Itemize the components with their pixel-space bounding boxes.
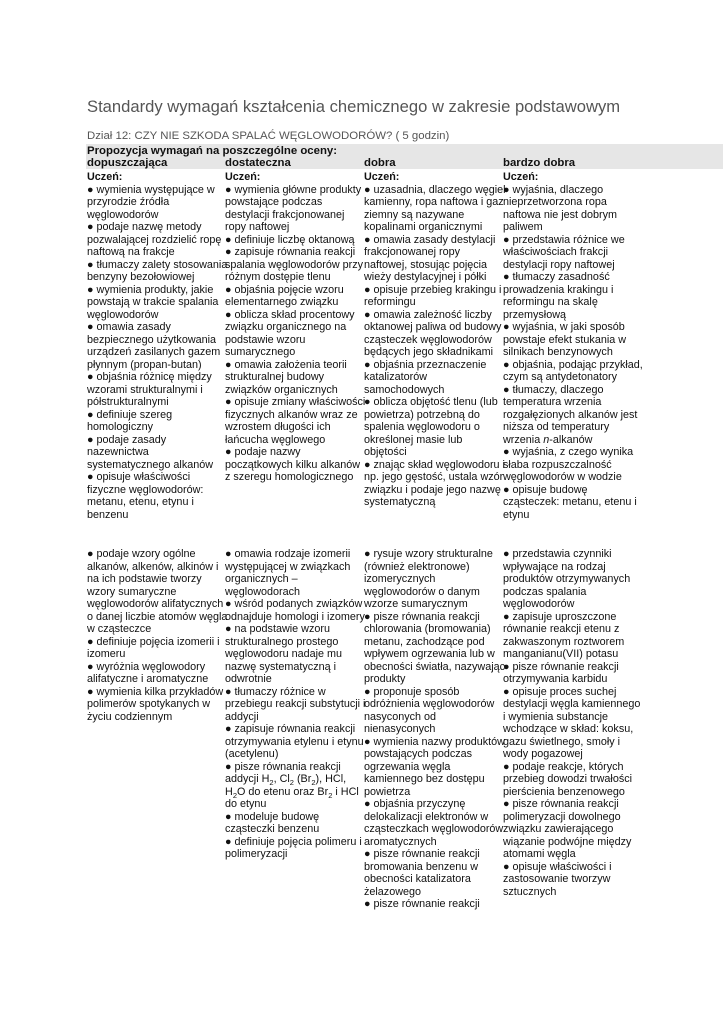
section-subtitle: Dział 12: CZY NIE SZKODA SPALAĆ WĘGLOWODORÓW? ( 5 godzin) [87, 130, 450, 142]
requirement-item: ● przedstawia czynniki wpływające na rodzaj produktów otrzymywanych podczas spalania węglowodorów [503, 548, 631, 610]
requirement-item: ● wymienia występujące w przyrodzie źródła węglowodorów [87, 183, 215, 221]
requirement-item: ● podaje nazwy początkowych kilku alkanów z szeregu homologicznego [225, 446, 361, 483]
requirement-item: ● pisze równania reakcji chlorowania (bromowania) metanu, zachodzące pod wpływem ogrzewania lub w obecności światła, nazywając produkty [364, 610, 506, 685]
requirement-item: ● wymienia produkty, jakie powstają w trakcie spalania węglowodorów [87, 283, 219, 321]
requirement-item: ● omawia zasady bezpiecznego użytkowania urządzeń zasilanych gazem płynnym (propan-butan) [87, 321, 221, 371]
requirement-item: ● omawia zależność liczby oktanowej paliwa od budowy cząsteczek węglowodorów będących jego składnikami [364, 308, 502, 358]
requirement-item: ● podaje reakcje, których przebieg dowodzi trwałości pierścienia benzenowego [503, 760, 633, 798]
student-label: Uczeń: [225, 171, 261, 183]
requirement-item: ● zapisuje równania reakcji otrzymywania etylenu i etynu (acetylenu) [225, 723, 364, 760]
requirement-item: ● omawia założenia teorii strukturalnej budowy związków organicznych [225, 358, 347, 396]
requirement-item: ● wymienia kilka przykładów polimerów spotykanych w życiu codziennym [87, 685, 224, 723]
requirement-item: ● podaje wzory ogólne alkanów, alkenów, alkinów i na ich podstawie tworzy wzory sumaryczne węglowodorów alifatycznych o danej liczbie atomów węgla w cząsteczce [87, 548, 228, 635]
student-label: Uczeń: [87, 171, 123, 183]
requirement-item: ● przedstawia różnice we właściwościach frakcji destylacji ropy naftowej [503, 233, 625, 271]
requirement-item: ● tłumaczy, dlaczego temperatura wrzenia rozgałęzionych alkanów jest niższa od temperatury wrzenia n-alkanów [503, 383, 638, 446]
requirement-item: ● omawia zasady destylacji frakcjonowanej ropy naftowej, stosując pojęcia wieży destylacyjnej i półki [364, 233, 496, 283]
requirement-item: ● wyjaśnia, z czego wynika słaba rozpuszczalność węglowodorów w wodzie [503, 446, 634, 483]
requirement-item: ● wymienia nazwy produktów powstających podczas ogrzewania węgla kamiennego bez dostępu powietrza [364, 735, 505, 798]
requirement-item: ● wśród podanych związków odnajduje homologi i izomery [225, 598, 365, 623]
requirement-item: ● tłumaczy różnice w przebiegu reakcji substytucji i addycji [225, 685, 366, 723]
requirement-item: ● tłumaczy zalety stosowania benzyny bezołowiowej [87, 258, 228, 283]
grade-level-2: dostateczna [225, 157, 291, 169]
requirement-item: ● oblicza skład procentowy związku organicznego na podstawie wzoru sumarycznego [225, 308, 355, 358]
requirement-item: ● podaje zasady nazewnictwa systematycznego alkanów [87, 433, 214, 471]
requirement-item: ● opisuje właściwości i zastosowanie tworzyw sztucznych [503, 860, 612, 898]
requirement-item: ● wymienia główne produkty powstające podczas destylacji frakcjonowanej ropy naftowej [225, 183, 362, 233]
column-dostateczna-block1 [225, 171, 367, 484]
column-dopuszczajaca-block1 [87, 171, 229, 521]
requirement-item: ● definiuje liczbę oktanową [225, 233, 355, 246]
page-title: Standardy wymagań kształcenia chemicznego w zakresie podstawowym [87, 97, 621, 116]
requirement-item: ● pisze równania reakcji addycji $H_2$, $Cl_2$ $(Br_2)$, HCl, $H_2O$ do etenu oraz $Br_2$ i HCl do etynu [225, 760, 359, 810]
requirement-item: ● zapisuje równania reakcji spalania węglowodorów przy różnym dostępie tlenu [225, 246, 364, 283]
requirement-item: ● opisuje proces suchej destylacji węgla kamiennego i wymienia substancje wchodzące w skład: koksu, gazu świetlnego, smoły i wody pogazowej [503, 685, 641, 760]
requirement-item: ● wyjaśnia, dlaczego nieprzetworzona ropa naftowa nie jest dobrym paliwem [503, 183, 618, 233]
requirement-item: ● na podstawie wzoru strukturalnego prostego węglowodoru nadaje mu nazwę systematyczną i odwrotnie [225, 623, 343, 685]
requirement-item: ● uzasadnia, dlaczego węgiel kamienny, ropa naftowa i gaz ziemny są nazywane kopalinami organicznymi [364, 183, 506, 233]
requirement-item: ● pisze równanie reakcji [364, 898, 480, 910]
requirement-item: ● objaśnia przyczynę delokalizacji elektronów w cząsteczkach węglowodorów aromatycznych [364, 798, 504, 848]
requirement-item: ● objaśnia, podając przykład, czym są antydetonatory [503, 358, 643, 383]
requirement-item: ● pisze równania reakcji polimeryzacji dowolnego związku zawierającego wiązanie podwójne między atomami węgla [503, 798, 632, 860]
requirement-item: ● omawia rodzaje izomerii występującej w związkach organicznych – węglowodorach [225, 548, 351, 598]
column-dobra-block2 [364, 548, 506, 911]
requirement-item: ● definiuje szereg homologiczny [87, 408, 173, 433]
requirement-item: ● opisuje właściwości fizyczne węglowodorów: metanu, etenu, etynu i benzenu [87, 471, 204, 521]
grade-level-1: dopuszczająca [87, 157, 168, 169]
requirement-item: ● zapisuje uproszczone równanie reakcji etenu z zakwaszonym roztworem manganianu(VII) potasu [503, 610, 625, 660]
requirement-item: ● pisze równanie reakcji bromowania benzenu w obecności katalizatora żelazowego [364, 848, 480, 898]
proposal-heading: Propozycja wymagań na poszczególne oceny: [87, 145, 338, 157]
requirement-item: ● opisuje zmiany właściwości fizycznych alkanów wraz ze wzrostem długości ich łańcucha węglowego [225, 396, 366, 446]
column-bardzo-dobra-block1 [503, 171, 645, 521]
student-label: Uczeń: [364, 171, 400, 183]
requirement-item: ● pisze równanie reakcji otrzymywania karbidu [503, 660, 619, 685]
requirement-item: ● oblicza objętość tlenu (lub powietrza) potrzebną do spalenia węglowodoru o określonej masie lub objętości [364, 396, 498, 458]
column-dopuszczajaca-block2 [87, 548, 229, 723]
requirement-item: ● definiuje pojęcia polimeru i polimeryzacji [225, 835, 362, 860]
requirement-item: ● opisuje przebieg krakingu i reformingu [364, 283, 502, 308]
column-bardzo-dobra-block2 [503, 548, 645, 898]
requirement-item: ● objaśnia pojęcie wzoru elementarnego związku [225, 283, 344, 308]
grade-level-4: bardzo dobra [503, 157, 576, 169]
requirement-item: ● tłumaczy zasadność prowadzenia krakingu i reformingu na skalę przemysłową [503, 271, 614, 321]
student-label: Uczeń: [503, 171, 539, 183]
requirement-item: ● opisuje budowę cząsteczek: metanu, etenu i etynu [503, 483, 637, 521]
requirement-item: ● definiuje pojęcia izomerii i izomeru [87, 635, 220, 660]
requirement-item: ● objaśnia przeznaczenie katalizatorów samochodowych [364, 358, 487, 396]
requirement-item: ● znając skład węglowodoru i np. jego gęstość, ustala wzór związku i podaje jego nazwę systematyczną [364, 458, 505, 508]
requirement-item: ● objaśnia różnicę między wzorami strukturalnymi i półstrukturalnymi [87, 371, 212, 408]
requirement-item: ● wyróżnia węglowodory alifatyczne i aromatyczne [87, 660, 209, 685]
grade-level-3: dobra [364, 157, 396, 169]
column-dostateczna-block2 [225, 548, 367, 861]
requirement-item: ● wyjaśnia, w jaki sposób powstaje efekt stukania w silnikach benzynowych [503, 321, 627, 358]
requirement-item: ● proponuje sposób odróżnienia węglowodorów nasyconych od nienasyconych [364, 685, 495, 735]
requirement-item: ● modeluje budowę cząsteczki benzenu [225, 810, 320, 835]
requirement-item: ● podaje nazwę metody pozwalającej rozdzielić ropę naftową na frakcje [87, 221, 222, 258]
column-dobra-block1 [364, 171, 506, 509]
requirement-item: ● rysuje wzory strukturalne (również elektronowe) izomerycznych węglowodorów o danym wzorze sumarycznym [364, 548, 493, 610]
